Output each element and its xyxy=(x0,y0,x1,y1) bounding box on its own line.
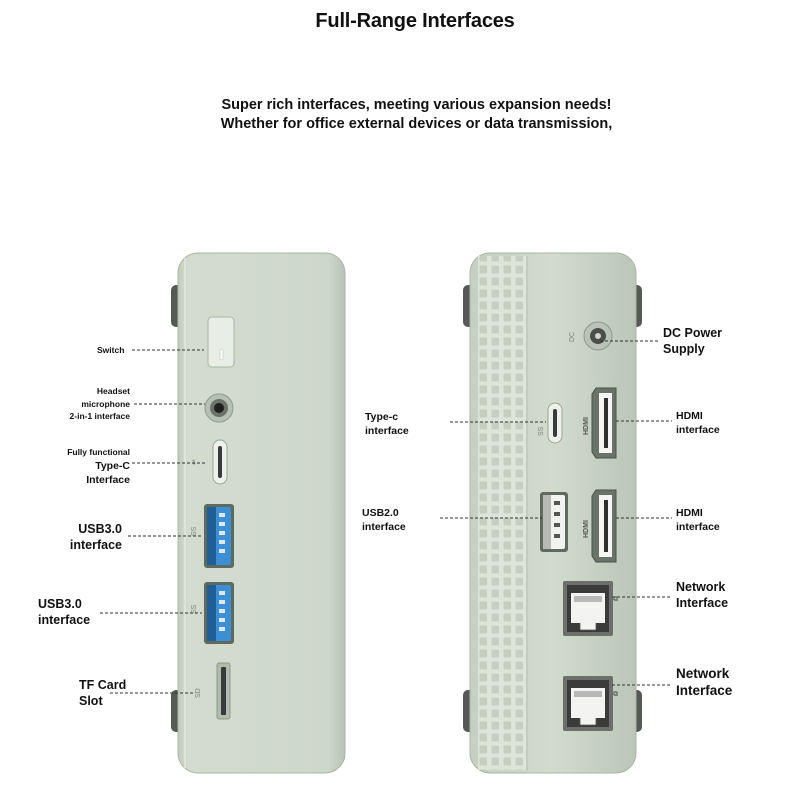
svg-text:⧉: ⧉ xyxy=(613,595,618,603)
label-usb3-b xyxy=(38,596,90,628)
label-usb2-line-1: USB2.0 xyxy=(362,507,399,519)
label-usb3-b-line-2: interface xyxy=(38,613,91,627)
label-usb3-a xyxy=(40,521,122,553)
usb2-port-icon xyxy=(540,492,568,552)
page-title: Full-Range Interfaces xyxy=(315,10,515,32)
svg-text:⧉: ⧉ xyxy=(613,690,618,698)
label-usb3-a-line-1: USB3.0 xyxy=(78,522,122,536)
label-typec-left xyxy=(40,446,130,487)
svg-text:HDMI: HDMI xyxy=(583,520,590,538)
label-network-2-line-1: Network xyxy=(676,666,730,681)
label-typec-right-line-2: interface xyxy=(365,424,409,437)
label-usb2 xyxy=(362,507,406,534)
ethernet-port-icon xyxy=(563,676,618,731)
label-network-1-line-1: Network xyxy=(676,580,726,594)
label-typec-right-line-1: Type-c xyxy=(365,411,399,423)
label-hdmi-2-line-1: HDMI xyxy=(676,507,703,519)
svg-text:HDMI: HDMI xyxy=(583,417,590,435)
label-headset-line-1: Headset xyxy=(96,386,130,396)
label-hdmi-1-line-2: interface xyxy=(676,423,720,436)
label-headset-line-2: microphone xyxy=(81,398,130,409)
label-usb3-a-line-2: interface xyxy=(69,538,122,552)
label-network-2-line-2: Interface xyxy=(676,683,733,698)
left-device xyxy=(171,253,345,773)
label-headset xyxy=(50,385,130,423)
label-hdmi-2-line-2: interface xyxy=(676,520,720,533)
label-headset-line-3: 2-in-1 interface xyxy=(69,411,130,421)
label-hdmi-2 xyxy=(676,507,720,534)
svg-text:SS: SS xyxy=(191,604,198,614)
right-device xyxy=(463,253,642,773)
label-dc-power-line-1: DC Power xyxy=(663,326,723,340)
label-hdmi-1-line-1: HDMI xyxy=(676,410,703,422)
label-typec-left-line-2: Type-C xyxy=(95,459,130,472)
subtitle-line-1: Super rich interfaces, meeting various expansion needs! xyxy=(221,97,612,113)
label-dc-power-line-2: Supply xyxy=(663,342,705,356)
label-usb2-line-2: interface xyxy=(362,520,406,533)
svg-text:⇌: ⇌ xyxy=(191,459,198,465)
label-usb3-b-line-1: USB3.0 xyxy=(38,597,82,611)
label-tf-card-line-1: TF Card xyxy=(79,678,127,692)
ethernet-port-icon xyxy=(563,581,618,636)
label-typec-right xyxy=(365,411,409,438)
subtitle-line-2: Whether for office external devices or data transmission, xyxy=(220,116,613,132)
label-typec-left-line-1: Fully functional xyxy=(67,447,130,457)
svg-text:SS: SS xyxy=(191,526,198,536)
left-device-body xyxy=(178,253,345,773)
label-tf-card xyxy=(79,677,126,709)
svg-text:SD: SD xyxy=(195,688,202,698)
label-tf-card-line-2: Slot xyxy=(79,694,103,708)
label-network-2 xyxy=(676,665,732,699)
label-hdmi-1 xyxy=(676,410,720,437)
svg-text:DC: DC xyxy=(569,331,576,342)
audio-jack-icon xyxy=(205,394,233,422)
vent-grille xyxy=(478,256,526,770)
label-switch: Switch xyxy=(97,345,125,355)
label-network-1 xyxy=(676,579,728,611)
power-switch-icon xyxy=(208,317,234,367)
label-network-1-line-2: Interface xyxy=(676,596,729,610)
label-dc-power xyxy=(663,325,722,357)
svg-text:SS: SS xyxy=(538,426,545,436)
label-typec-left-line-3: Interface xyxy=(86,473,130,486)
